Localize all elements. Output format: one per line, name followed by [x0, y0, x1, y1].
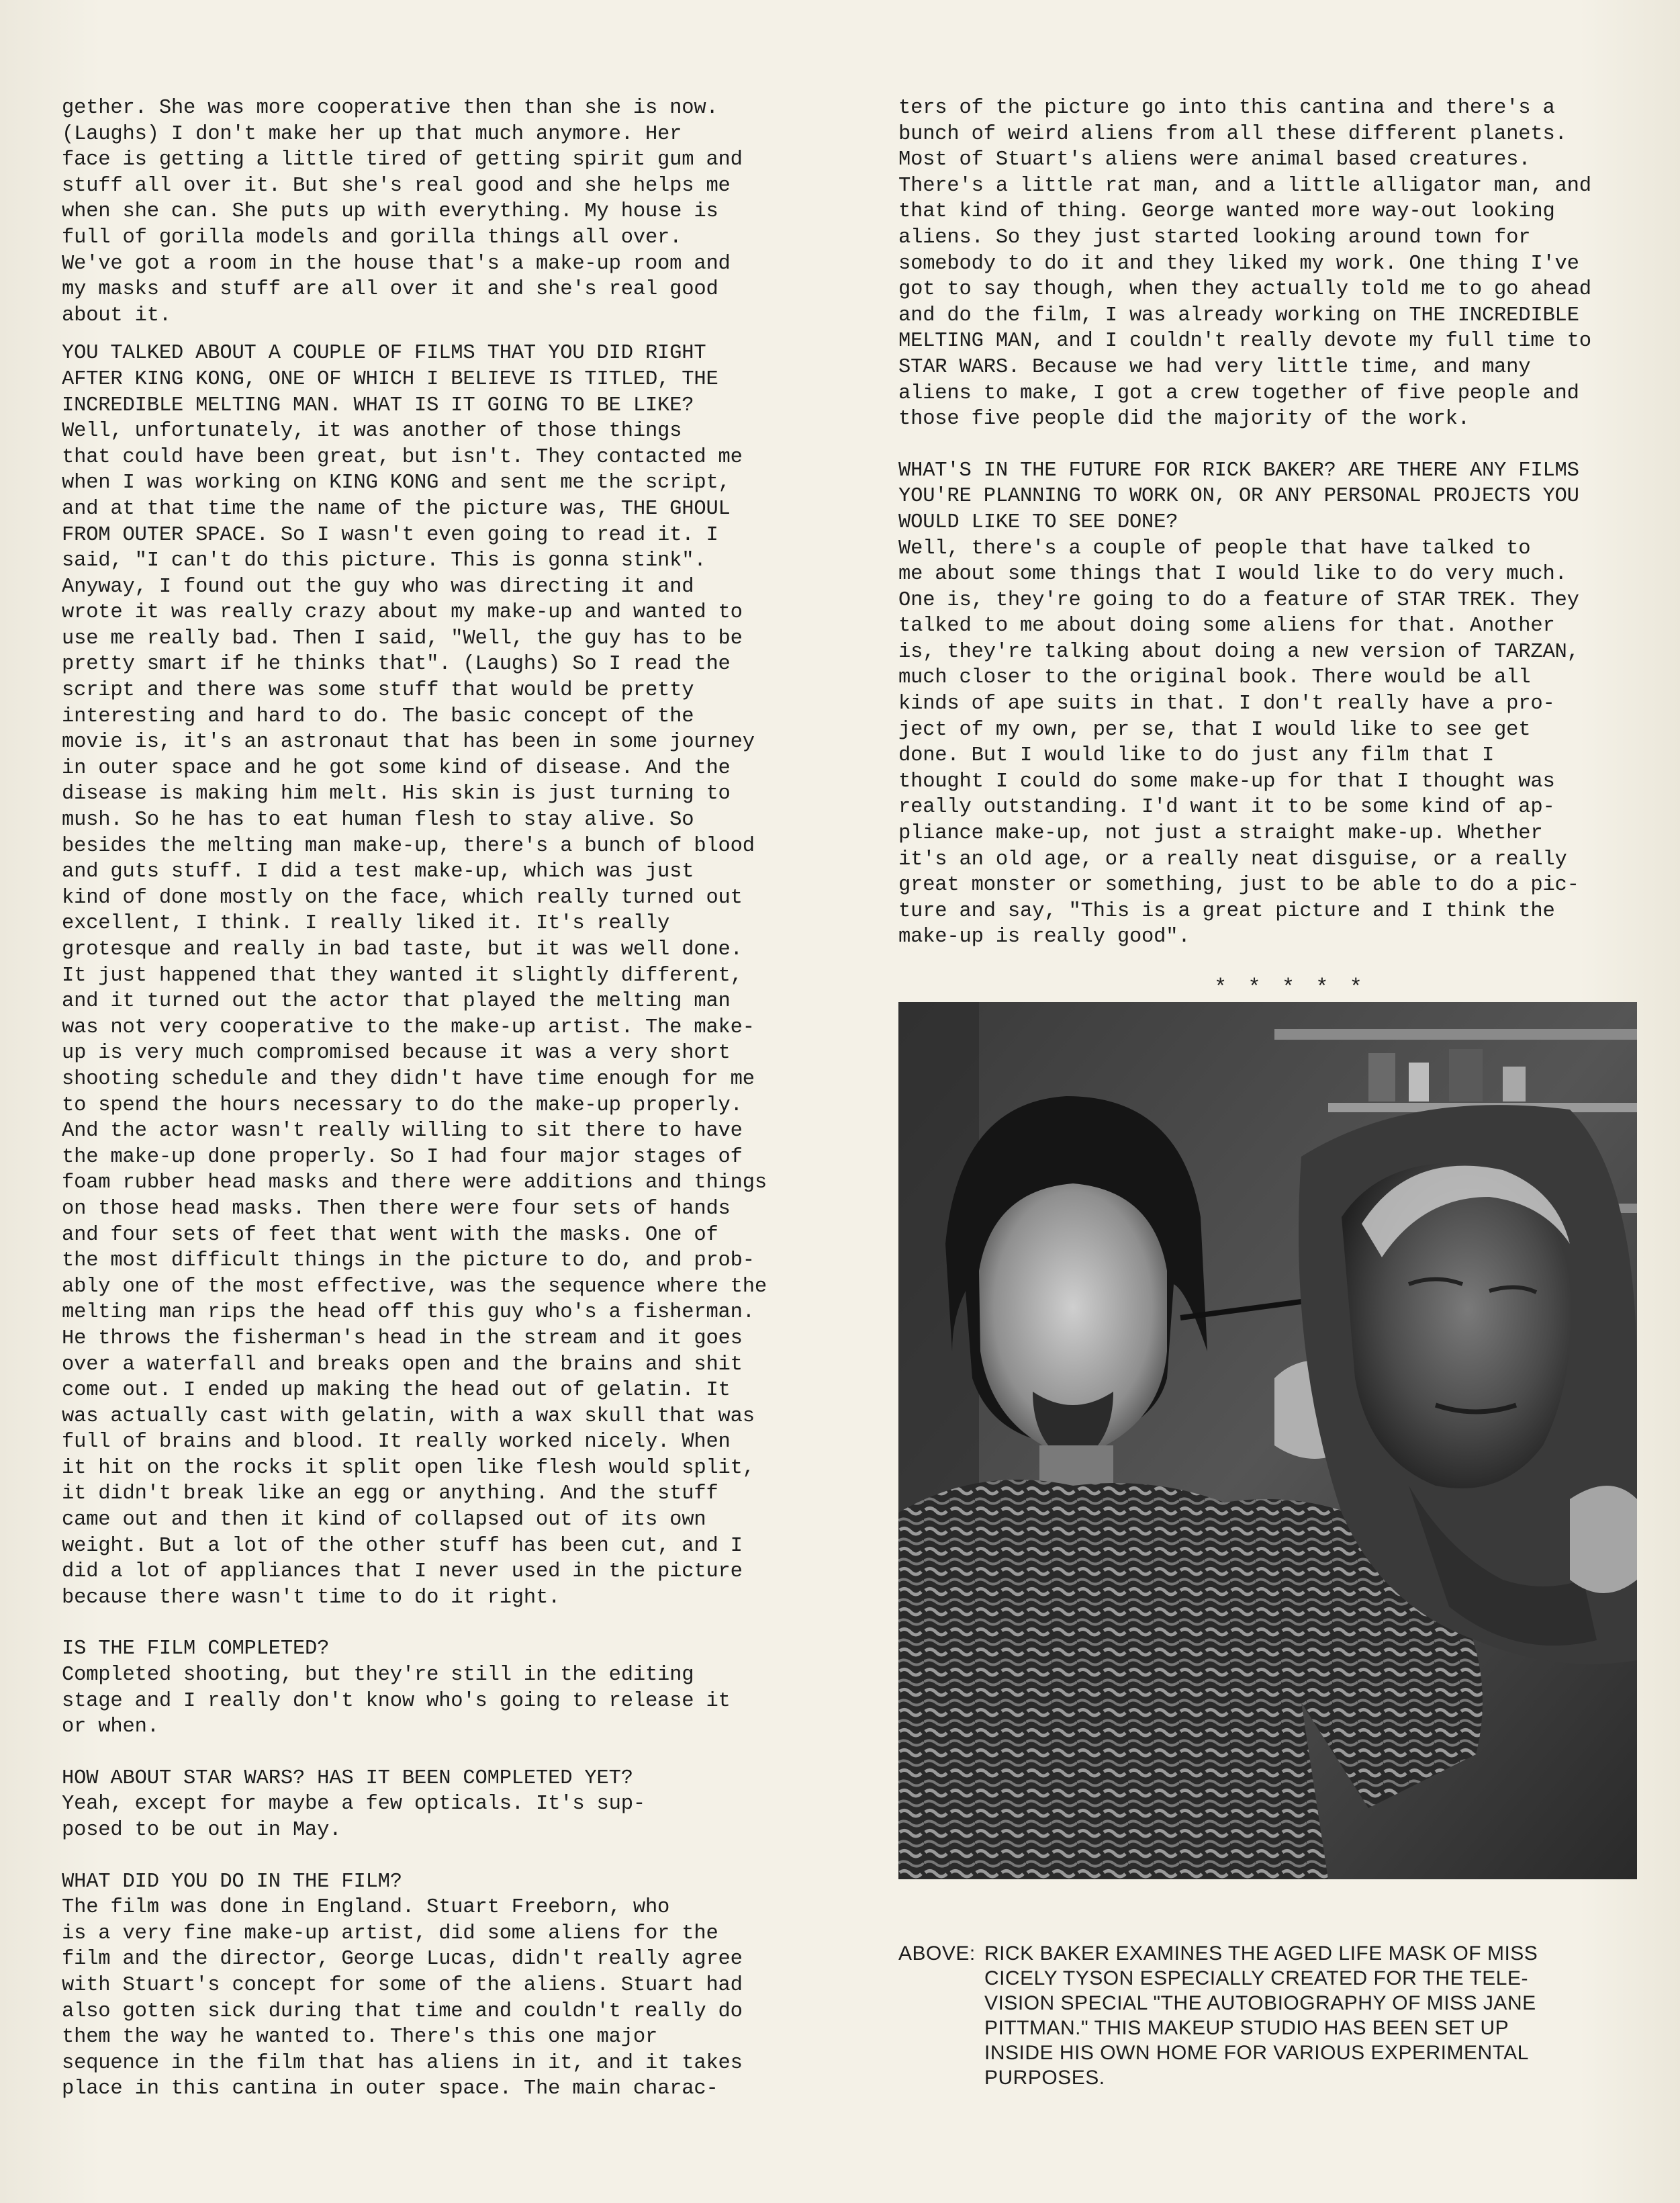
photo-rick-baker-life-mask	[898, 1002, 1637, 1879]
body-paragraph: Yeah, except for maybe a few opticals. It's sup- posed to be out in May.	[62, 1793, 645, 1842]
body-paragraph: Well, unfortunately, it was another of those things that could have been great, but isn't. They contacted me when I was working on KING KONG and sent me the script, and at that time the name of the picture was, THE GHOUL FROM OUTER SPACE. So I wasn't even going to read it. I said, "I can't do this picture. This is gonna stink". Anyway, I found out the guy who was directing it and wrote it was really crazy about my make-up and wanted to use me really bad. Then I said, "Well, the guy has to be pretty smart if he thinks that". (Laughs) So I read the script and there was some stuff that would be pretty interesting and hard to do. The basic concept of the movie is, it's an astronaut that has been in some journey in outer space and he got some kind of disease. And the disease is making him melt. His skin is just turning to mush. So he has to eat human flesh to stay alive. So besides the melting man make-up, there's a bunch of blood and guts stuff. I did a test make-up, which was just kind of done mostly on the face, which really turned out excellent, I think. I really liked it. It's really grotesque and really in bad taste, but it was well done. It just happened that they wanted it slightly different, and it turned out the actor that played the melting man was not very cooperative to the make-up artist. The make- up is very much compromised because it was a very short shooting schedule and they didn't have time enough for me to spend the hours necessary to do the make-up properly. And the actor wasn't really willing to sit there to have the make-up done properly. So I had four major stages of foam rubber head masks and there were additions and things on those head masks. Then there were four sets of hands and four sets of feet that went with the masks. One of the most difficult things in the picture to do, and prob- ably one of the most effective, was the sequence where the melting man rips the head off this guy who's a fisherman. He throws the fisherman's head in the stream and it goes over a waterfall and breaks open and the brains and shit come out. I ended up making the head out of gelatin. It was actually cast with gelatin, with a wax skull that was full of brains and blood. It really worked nicely. When it hit on the rocks it split open like flesh would split, it didn't break like an egg or anything. And the stuff came out and then it kind of collapsed out of its own weight. But a lot of the other stuff has been cut, and I did a lot of appliances that I never used in the picture because there wasn't time to do it right.	[62, 420, 767, 1609]
body-paragraph: ters of the picture go into this cantina and there's a bunch of weird aliens from all these different planets. Most of Stuart's aliens were animal based creatures. There's a little rat man, and a little alligator man, and that kind of thing. George wanted more way-out looking aliens. So they just started looking around town for somebody to do it and they liked my work. One thing I've got to say though, when they actually told me to go ahead and do the film, I was already working on THE INCREDIBLE MELTING MAN, and I couldn't really devote my full time to STAR WARS. Because we had very little time, and many aliens to make, I got a crew together of five people and those five people did the majority of the work.	[898, 97, 1591, 431]
right-column	[898, 95, 1645, 950]
body-paragraph: Completed shooting, but they're still in the editing stage and I really don't know who's going to release it or when.	[62, 1664, 731, 1739]
section-separator: * * * * *	[1214, 975, 1366, 1000]
caption-text: RICK BAKER EXAMINES THE AGED LIFE MASK OF MISS CICELY TYSON ESPECIALLY CREATED FOR THE TELE- VISION SPECIAL "THE AUTOBIOGRAPHY OF MISS JANE PITTMAN." THIS MAKEUP STUDIO HAS BEEN SET UP INSIDE HIS OWN HOME FOR VARIOUS EXPERIMENTAL PURPOSES.	[984, 1942, 1538, 2089]
photo-illustration	[898, 1002, 1637, 1879]
caption-label: ABOVE:	[898, 1942, 976, 1965]
left-column	[62, 95, 824, 2102]
body-paragraph: The film was done in England. Stuart Freeborn, who is a very fine make-up artist, did some aliens for the film and the director, George Lucas, didn't really agree with Stuart's concept for some of the aliens. Stuart had also gotten sick during that time and couldn't really do them the way he wanted to. There's this one major sequence in the film that has aliens in it, and it takes place in this cantina in outer space. The main charac-	[62, 1896, 743, 2101]
interview-question: WHAT DID YOU DO IN THE FILM?	[62, 1870, 402, 1893]
body-paragraph: gether. She was more cooperative then than she is now. (Laughs) I don't make her up that much anymore. Her face is getting a little tired of getting spirit gum and stuff all over it. But she's real good and she helps me when she can. She puts up with everything. My house is full of gorilla models and gorilla things all over. We've got a room in the house that's a make-up room and my masks and stuff are all over it and she's real good about it.	[62, 97, 743, 327]
interview-question: YOU TALKED ABOUT A COUPLE OF FILMS THAT YOU DID RIGHT AFTER KING KONG, ONE OF WHICH I BELIEVE IS TITLED, THE INCREDIBLE MELTING MAN. WHAT IS IT GOING TO BE LIKE?	[62, 342, 718, 417]
interview-question: WHAT'S IN THE FUTURE FOR RICK BAKER? ARE THERE ANY FILMS YOU'RE PLANNING TO WORK ON, OR ANY PERSONAL PROJECTS YOU WOULD LIKE TO SEE DONE?	[898, 459, 1579, 534]
interview-question: HOW ABOUT STAR WARS? HAS IT BEEN COMPLETED YET?	[62, 1766, 633, 1790]
body-paragraph: Well, there's a couple of people that have talked to me about some things that I would like to do very much. One is, they're going to do a feature of STAR TREK. They talked to me about doing some aliens for that. Another is, they're talking about doing a new version of TARZAN, much closer to the original book. There would be all kinds of ape suits in that. I don't really have a pro- ject of my own, per se, that I would like to see get done. But I would like to do just any film that I thought I could do some make-up for that I thought was really outstanding. I'd want it to be some kind of ap- pliance make-up, not just a straight make-up. Whether it's an old age, or a really neat disguise, or a really great monster or something, just to be able to do a pic- ture and say, "This is a great picture and I think the make-up is really good".	[898, 537, 1579, 949]
interview-question: IS THE FILM COMPLETED?	[62, 1637, 330, 1661]
